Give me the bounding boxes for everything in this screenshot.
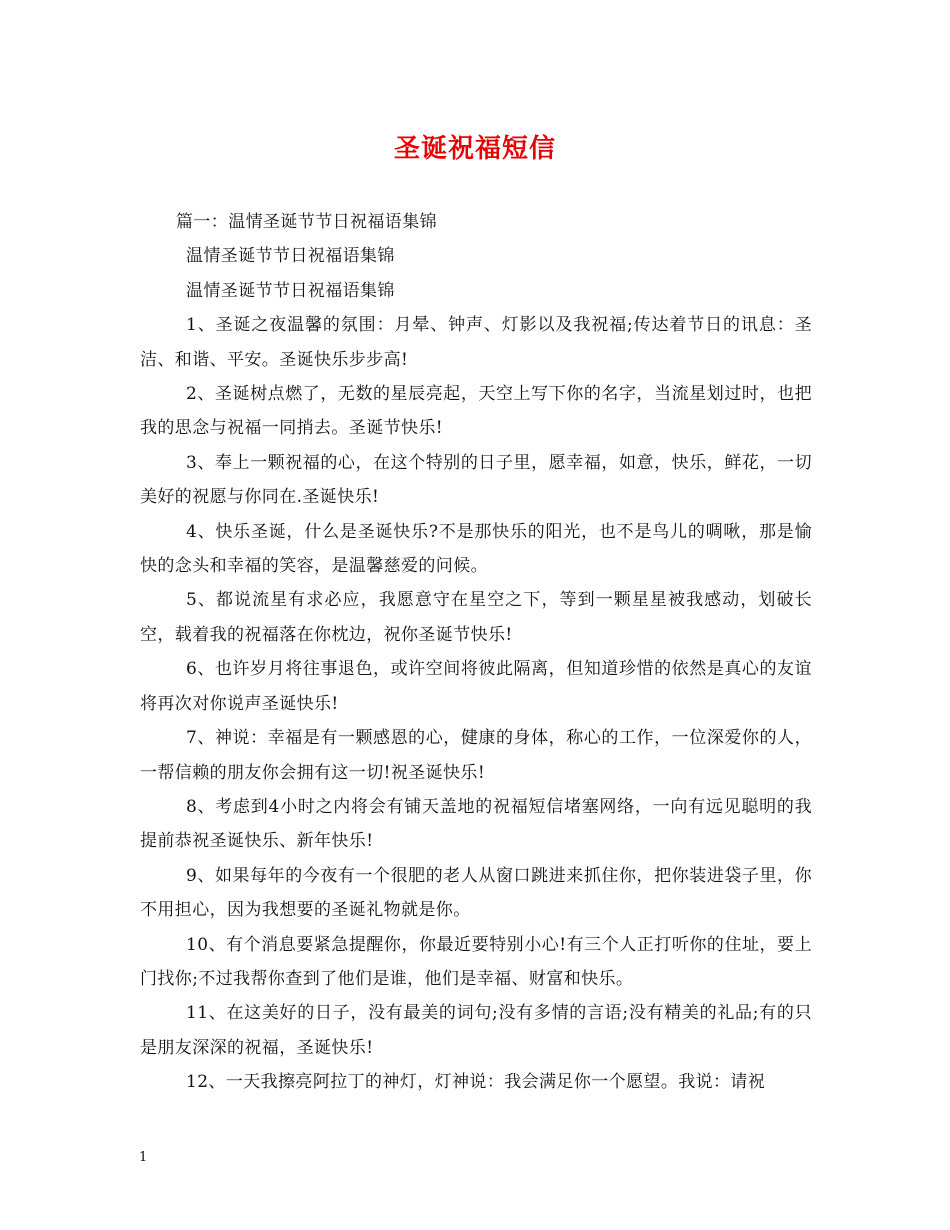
page-number: 1 [139,1150,148,1165]
paragraph-3: 3、奉上一颗祝福的心，在这个特别的日子里，愿幸福，如意，快乐，鲜花，一切美好的祝愿与你同在.圣诞快乐! [140,452,812,508]
paragraph-9: 9、如果每年的今夜有一个很肥的老人从窗口跳进来抓住你，把你装进袋子里，你不用担心，因为我想要的圣诞礼物就是你。 [140,865,812,921]
paragraph-6: 6、也许岁月将往事退色，或许空间将彼此隔离，但知道珍惜的依然是真心的友谊将再次对你说声圣诞快乐! [140,659,812,714]
document-title: 圣诞祝福短信 [393,134,556,164]
section-heading: 篇一：温情圣诞节节日祝福语集锦 [176,212,437,232]
paragraph-4: 4、快乐圣诞，什么是圣诞快乐?不是那快乐的阳光，也不是鸟儿的啁啾，那是愉快的念头和幸福的笑容，是温馨慈爱的问候。 [140,521,812,577]
paragraph-1: 1、圣诞之夜温馨的氛围：月晕、钟声、灯影以及我祝福;传达着节日的讯息：圣洁、和谐、平安。圣诞快乐步步高! [140,315,812,370]
paragraph-10: 10、有个消息要紧急提醒你，你最近要特别小心!有三个人正打听你的住址，要上门找你;不过我帮你查到了他们是谁，他们是幸福、财富和快乐。 [140,934,812,989]
paragraph-7: 7、神说：幸福是有一颗感恩的心，健康的身体，称心的工作，一位深爱你的人，一帮信赖的朋友你会拥有这一切!祝圣诞快乐! [140,728,812,783]
document-body [140,205,812,1100]
paragraph-12: 12、一天我擦亮阿拉丁的神灯，灯神说：我会满足你一个愿望。我说：请祝 [186,1072,766,1093]
paragraph-11: 11、在这美好的日子，没有最美的词句;没有多情的言语;没有精美的礼品;有的只是朋友深深的祝福，圣诞快乐! [140,1003,812,1058]
paragraph-2: 2、圣诞树点燃了，无数的星辰亮起，天空上写下你的名字，当流星划过时，也把我的思念与祝福一同捎去。圣诞节快乐! [140,384,812,439]
subheading-2: 温情圣诞节节日祝福语集锦 [186,280,395,301]
paragraph-8: 8、考虑到4小时之内将会有铺天盖地的祝福短信堵塞网络，一向有远见聪明的我提前恭祝圣诞快乐、新年快乐! [140,796,812,852]
subheading-1: 温情圣诞节节日祝福语集锦 [186,246,395,267]
paragraph-5: 5、都说流星有求必应，我愿意守在星空之下，等到一颗星星被我感动，划破长空，载着我的祝福落在你枕边，祝你圣诞节快乐! [140,590,812,645]
